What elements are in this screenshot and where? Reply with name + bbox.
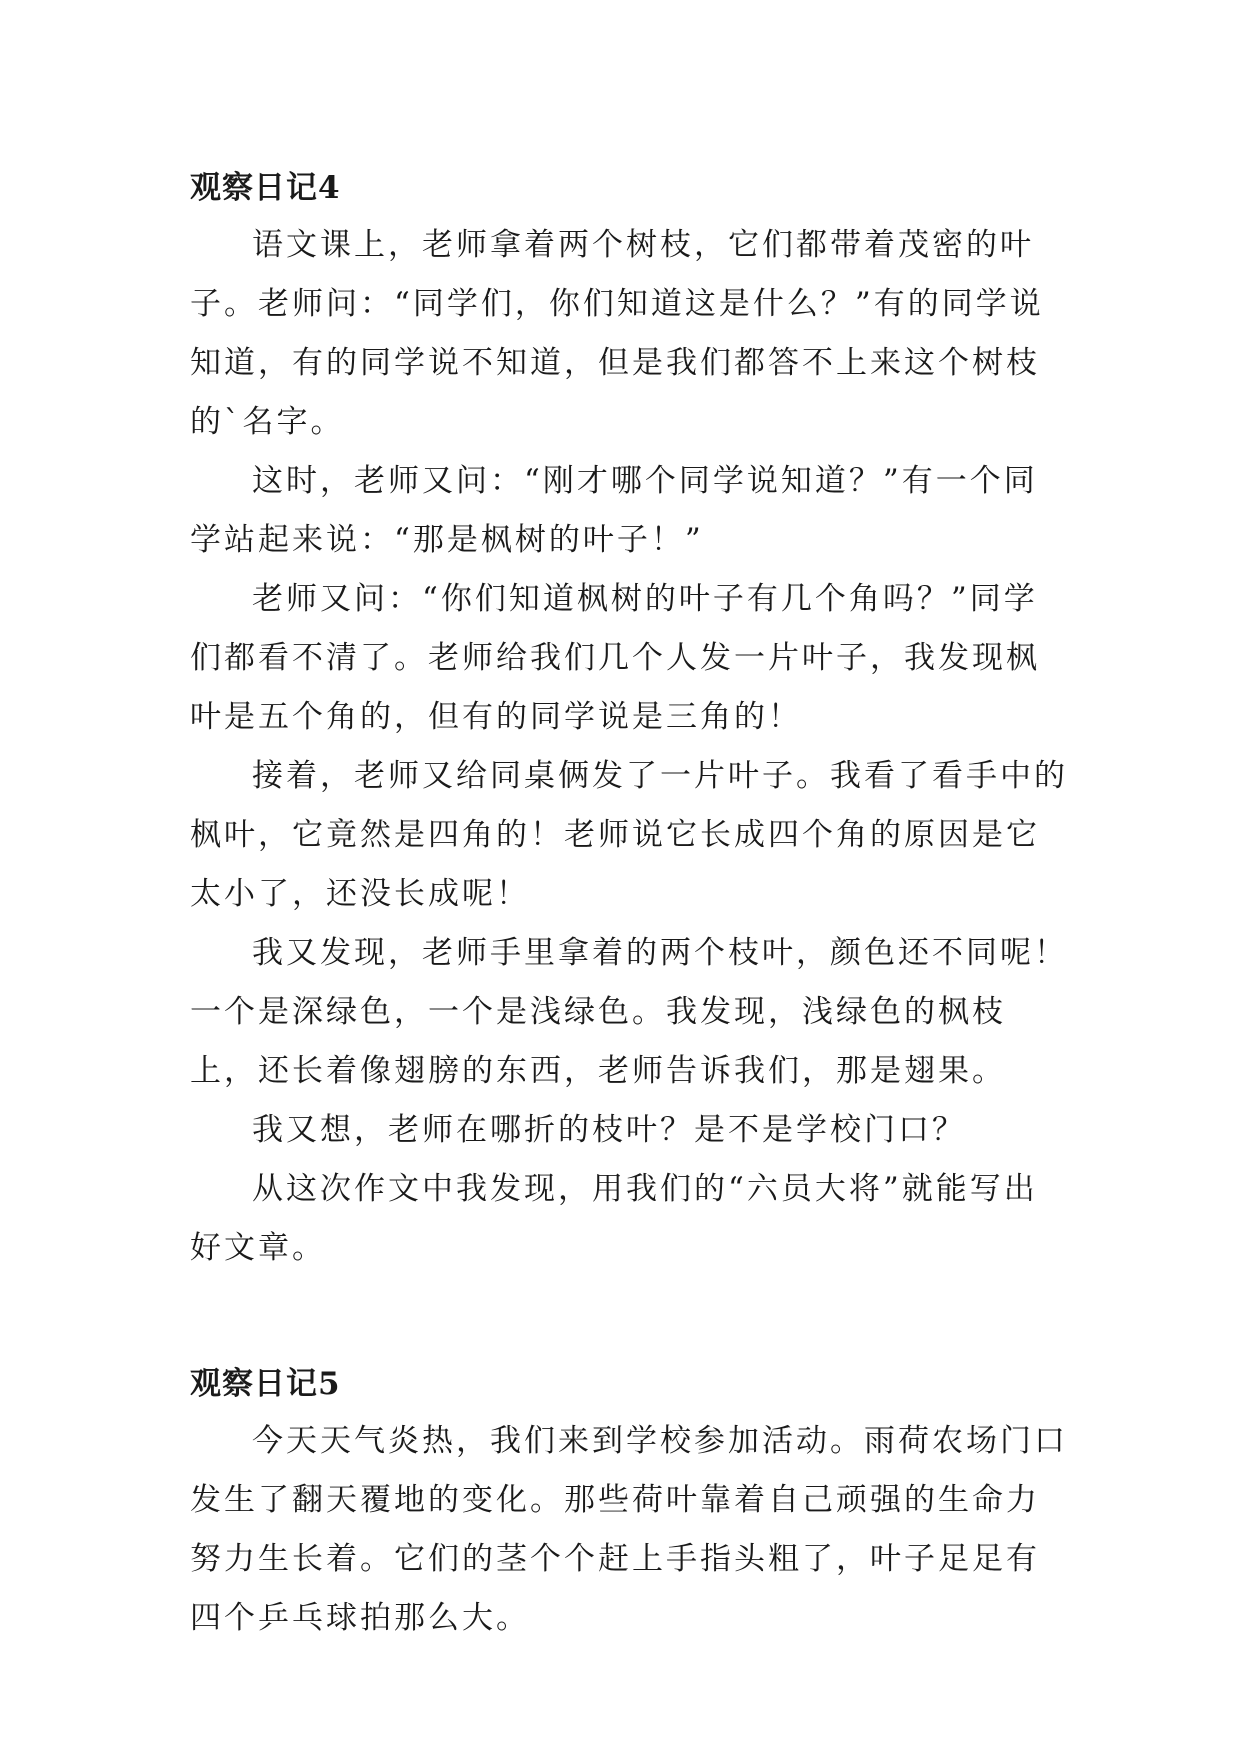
paragraph: 语文课上，老师拿着两个树枝，它们都带着茂密的叶子。老师问：“同学们，你们知道这是什么？”有的同学说知道，有的同学说不知道，但是我们都答不上来这个树枝的`名字。 xyxy=(190,227,1044,440)
paragraph: 从这次作文中我发现，用我们的“六员大将”就能写出好文章。 xyxy=(190,1171,1038,1266)
paragraph: 老师又问：“你们知道枫树的叶子有几个角吗？”同学们都看不清了。老师给我们几个人发一片叶子，我发现枫叶是五个角的，但有的同学说是三角的！ xyxy=(190,581,1040,735)
diary-entry-4 xyxy=(190,160,1070,1278)
paragraph: 这时，老师又问：“刚才哪个同学说知道？”有一个同学站起来说：“那是枫树的叶子！” xyxy=(190,463,1038,558)
entry-title: 观察日记5 xyxy=(190,1366,341,1402)
paragraph: 我又发现，老师手里拿着的两个枝叶，颜色还不同呢！一个是深绿色，一个是浅绿色。我发现，浅绿色的枫枝上，还长着像翅膀的东西，老师告诉我们，那是翅果。 xyxy=(190,935,1068,1089)
paragraph: 接着，老师又给同桌俩发了一片叶子。我看了看手中的枫叶，它竟然是四角的！老师说它长成四个角的原因是它太小了，还没长成呢！ xyxy=(190,758,1068,912)
diary-entry-5 xyxy=(190,1356,1070,1648)
document-page xyxy=(190,160,1070,1648)
paragraph: 今天天气炎热，我们来到学校参加活动。雨荷农场门口发生了翻天覆地的变化。那些荷叶靠着自己顽强的生命力努力生长着。它们的茎个个赶上手指头粗了，叶子足足有四个乒乓球拍那么大。 xyxy=(190,1423,1068,1636)
paragraph: 我又想，老师在哪折的枝叶？是不是学校门口？ xyxy=(252,1112,966,1148)
entry-title: 观察日记4 xyxy=(190,170,341,206)
section-gap xyxy=(190,1278,1070,1356)
